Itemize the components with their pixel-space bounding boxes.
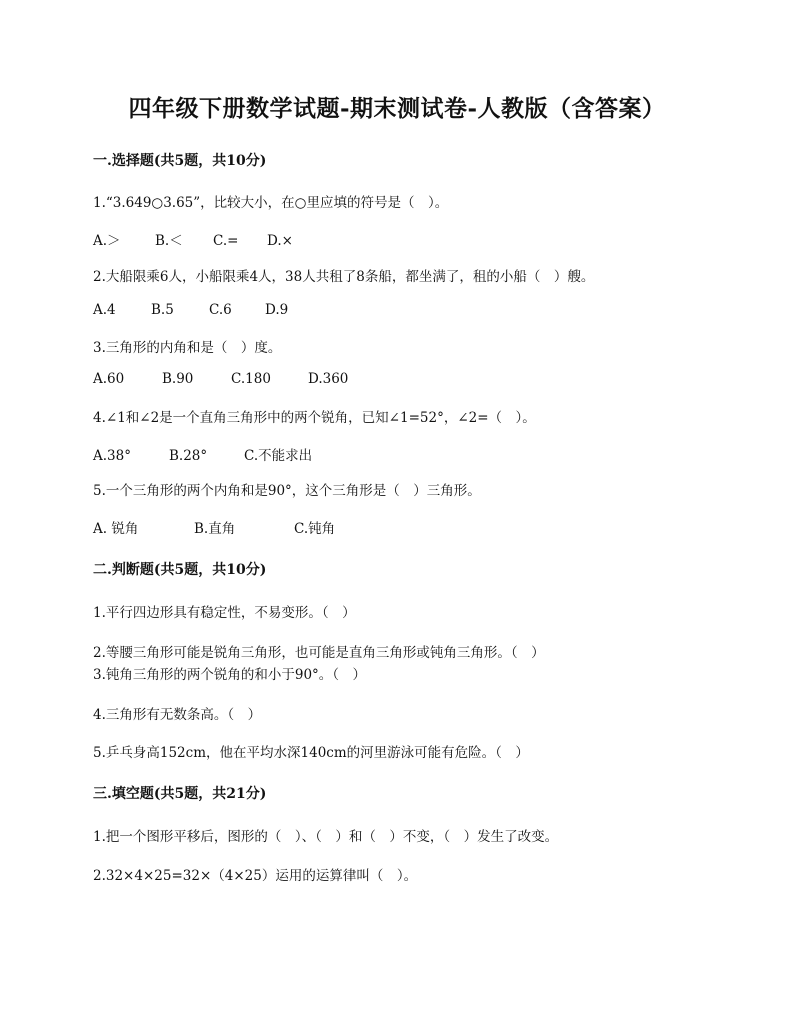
option: B.28° xyxy=(169,448,208,464)
option: D.× xyxy=(267,233,293,249)
option: D.360 xyxy=(308,371,349,387)
option: A.4 xyxy=(93,302,116,318)
question-text: 4.三角形有无数条高。（ ） xyxy=(93,707,262,723)
option: B.直角 xyxy=(194,521,236,537)
options-row xyxy=(93,444,312,464)
option: A.38° xyxy=(93,448,131,464)
page-title: 四年级下册数学试题-期末测试卷-人教版（含答案） xyxy=(128,95,666,122)
section-heading-fill: 三.填空题(共5题，共21分) xyxy=(93,786,267,802)
option: C.= xyxy=(213,233,239,249)
question-text: 3.三角形的内角和是（ ）度。 xyxy=(93,340,282,356)
option: C.6 xyxy=(209,302,232,318)
options-row xyxy=(93,302,288,318)
option: C.钝角 xyxy=(294,521,336,537)
option: A.60 xyxy=(93,371,125,387)
question-text: 3.钝角三角形的两个锐角的和小于90°。（ ） xyxy=(93,667,367,683)
question-text: 5.乒乓身高152cm，他在平均水深140cm的河里游泳可能有危险。（ ） xyxy=(93,745,529,761)
question-text: 1.把一个图形平移后，图形的（ ）、（ ）和（ ）不变，（ ）发生了改变。 xyxy=(93,829,559,845)
option: A. 锐角 xyxy=(93,521,139,537)
options-row xyxy=(93,229,293,249)
question-text: 1.“3.649○3.65”，比较大小，在○里应填的符号是（ ）。 xyxy=(93,195,449,211)
question-text: 2.32×4×25=32×（4×25）运用的运算律叫（ ）。 xyxy=(93,868,418,884)
question-text: 2.大船限乘6人，小船限乘4人，38人共租了8条船，都坐满了，租的小船（ ）艘。 xyxy=(93,269,595,285)
options-row xyxy=(93,517,335,537)
options-row xyxy=(93,371,348,387)
question-text: 4.∠1和∠2是一个直角三角形中的两个锐角，已知∠1=52°，∠2=（ ）。 xyxy=(93,410,536,426)
option: B.＜ xyxy=(155,233,183,249)
option: A.＞ xyxy=(93,233,121,249)
section-heading-judge: 二.判断题(共5题，共10分) xyxy=(93,562,267,578)
option: B.5 xyxy=(151,302,174,318)
question-text: 5.一个三角形的两个内角和是90°，这个三角形是（ ）三角形。 xyxy=(93,483,481,499)
option: C.不能求出 xyxy=(244,448,313,464)
option: C.180 xyxy=(231,371,271,387)
section-heading-choice: 一.选择题(共5题，共10分) xyxy=(93,153,267,169)
question-text: 1.平行四边形具有稳定性，不易变形。（ ） xyxy=(93,605,356,621)
question-text: 2.等腰三角形可能是锐角三角形，也可能是直角三角形或钝角三角形。（ ） xyxy=(93,645,545,661)
option: B.90 xyxy=(162,371,194,387)
option: D.9 xyxy=(265,302,289,318)
